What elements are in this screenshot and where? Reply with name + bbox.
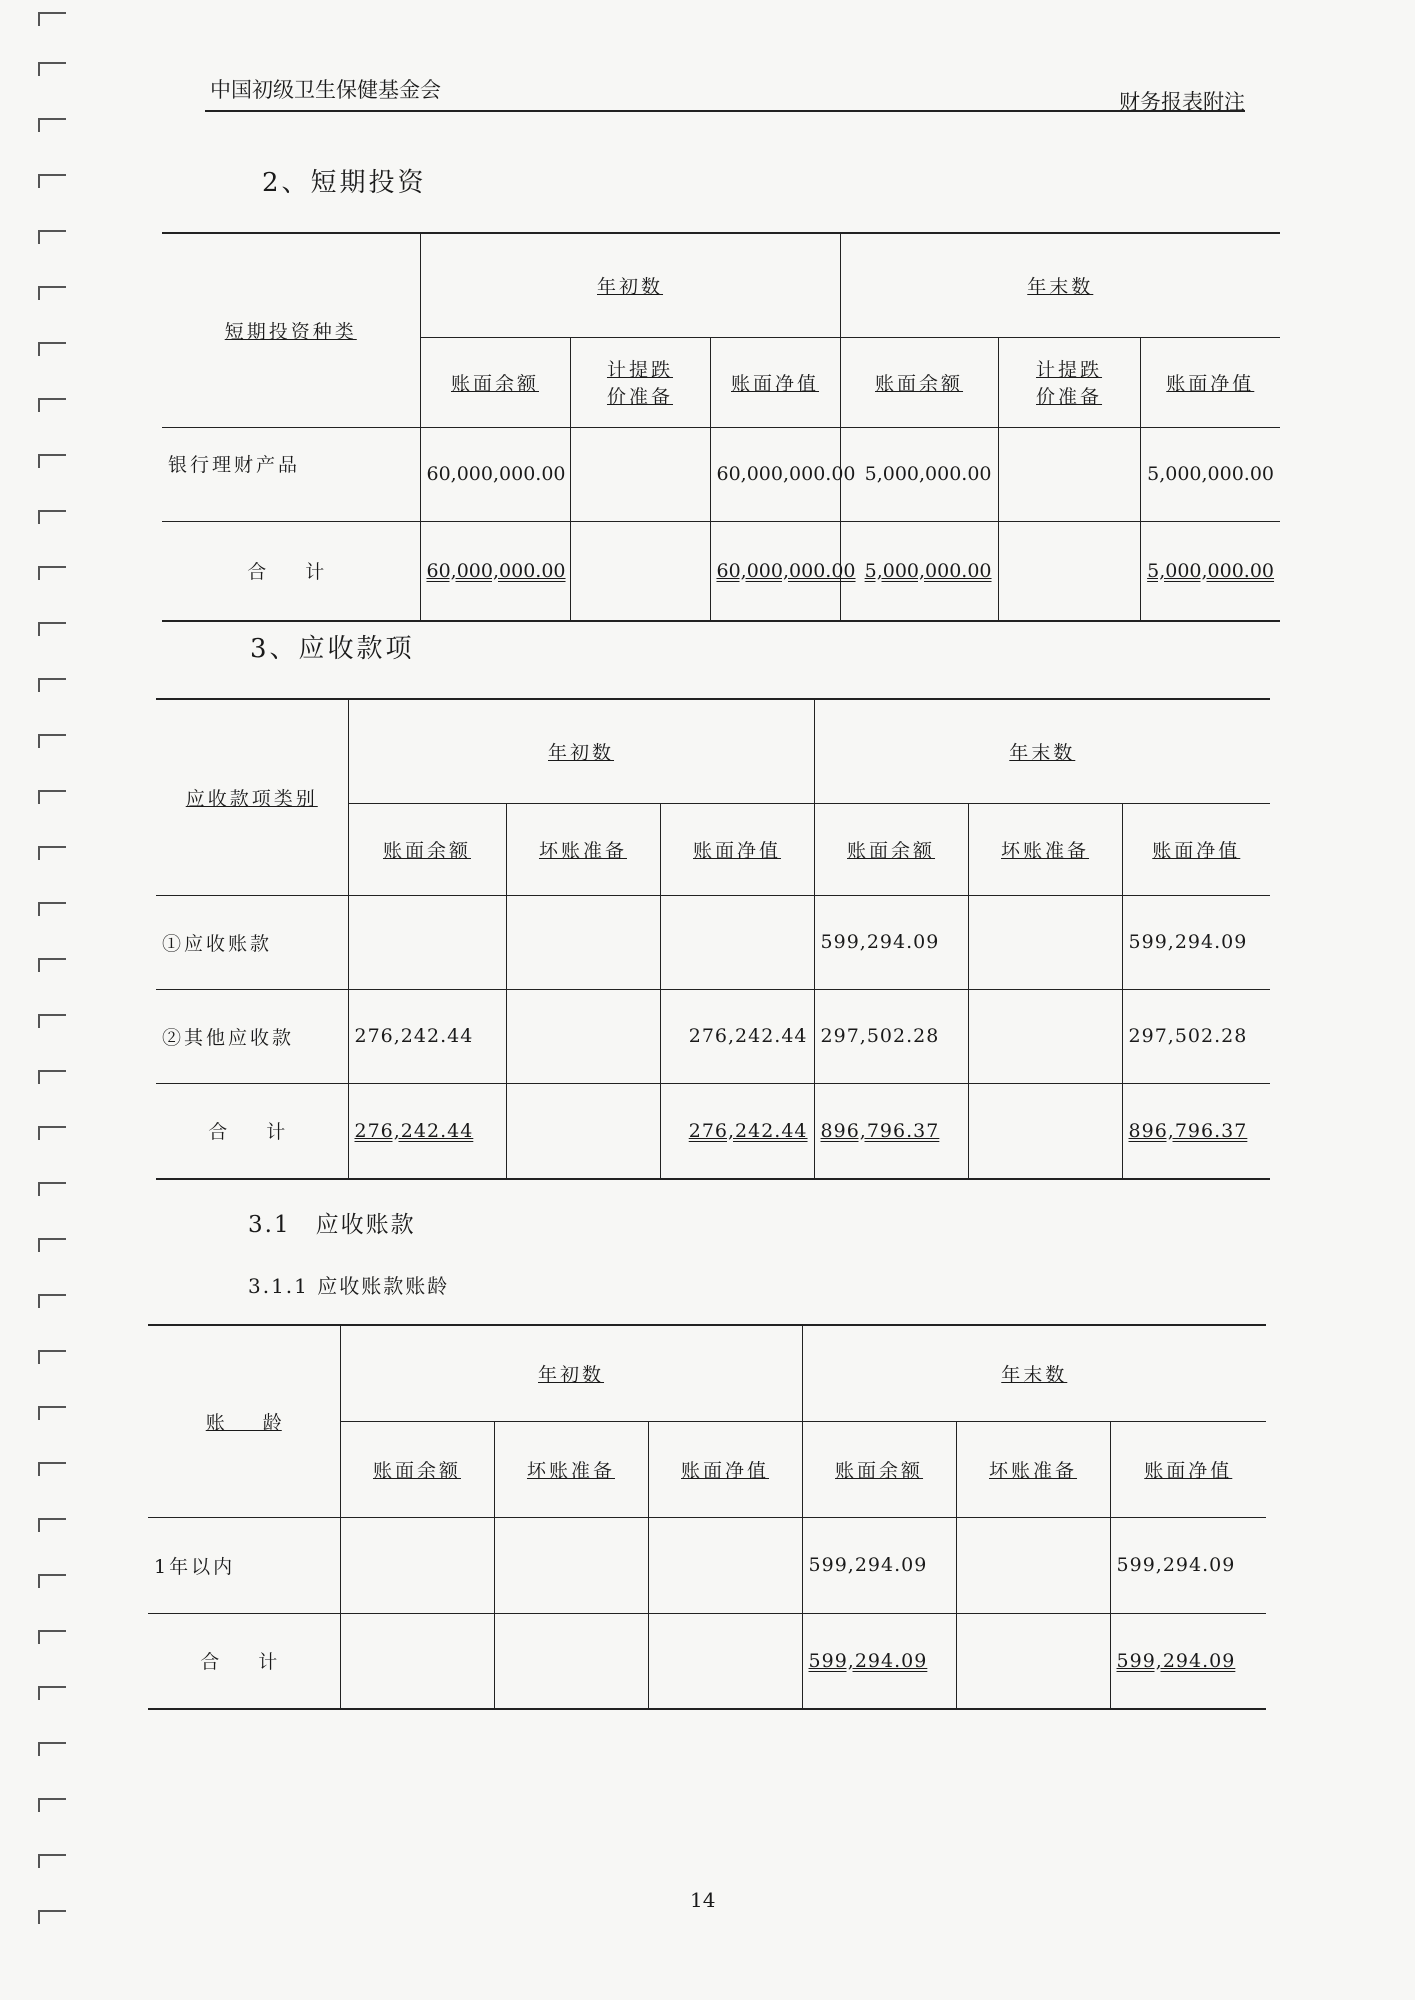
cell: 297,502.28 — [1122, 989, 1270, 1083]
table-row-total — [156, 1083, 1270, 1179]
cell: 60,000,000.00 — [420, 427, 570, 521]
cell: 5,000,000.00 — [840, 521, 998, 621]
cell: 599,294.09 — [1122, 895, 1270, 989]
group-end: 年末数 — [802, 1325, 1266, 1421]
cell: 297,502.28 — [814, 989, 968, 1083]
table-row — [148, 1517, 1266, 1613]
section31-title: 3.1 应收账款 — [248, 1212, 416, 1238]
row-header: 应收款项类别 — [156, 699, 348, 895]
section3-title: 3、应收款项 — [250, 634, 415, 664]
cell — [956, 1517, 1110, 1613]
row-header: 短期投资种类 — [162, 233, 420, 427]
row-label: 合 计 — [148, 1613, 340, 1709]
cell — [570, 427, 710, 521]
cell — [660, 895, 814, 989]
cell: 276,242.44 — [660, 1083, 814, 1179]
cell — [340, 1517, 494, 1613]
col-book-start: 账面余额 — [340, 1421, 494, 1517]
col-book-end: 账面余额 — [802, 1421, 956, 1517]
group-start: 年初数 — [348, 699, 814, 803]
cell — [968, 989, 1122, 1083]
cell: 276,242.44 — [660, 989, 814, 1083]
cell — [506, 895, 660, 989]
short-term-investment-table — [162, 232, 1280, 622]
cell: 599,294.09 — [802, 1517, 956, 1613]
table-row-total — [148, 1613, 1266, 1709]
col-net-end: 账面净值 — [1122, 803, 1270, 895]
header-rule — [205, 110, 1245, 112]
col-book-start: 账面余额 — [420, 337, 570, 427]
col-reserve-end: 计提跌 价准备 — [998, 337, 1140, 427]
cell: 5,000,000.00 — [1140, 521, 1280, 621]
group-end: 年末数 — [840, 233, 1280, 337]
cell: 599,294.09 — [814, 895, 968, 989]
col-book-end: 账面余额 — [840, 337, 998, 427]
cell: 896,796.37 — [1122, 1083, 1270, 1179]
cell — [998, 427, 1140, 521]
row-label: 合 计 — [162, 521, 420, 621]
binding-holes — [38, 0, 68, 2000]
cell — [956, 1613, 1110, 1709]
col-book-start: 账面余额 — [348, 803, 506, 895]
col-reserve-start: 坏账准备 — [494, 1421, 648, 1517]
group-start: 年初数 — [420, 233, 840, 337]
receivables-table — [156, 698, 1270, 1180]
cell — [506, 989, 660, 1083]
section311-title: 3.1.1 应收账款账龄 — [248, 1274, 450, 1298]
cell: 599,294.09 — [802, 1613, 956, 1709]
cell — [494, 1613, 648, 1709]
row-label: 1年以内 — [148, 1517, 340, 1613]
cell: 599,294.09 — [1110, 1613, 1266, 1709]
section2-title: 2、短期投资 — [262, 168, 427, 198]
table-row — [156, 895, 1270, 989]
cell: 5,000,000.00 — [840, 427, 998, 521]
cell: 5,000,000.00 — [1140, 427, 1280, 521]
cell: 276,242.44 — [348, 1083, 506, 1179]
col-reserve-end: 坏账准备 — [956, 1421, 1110, 1517]
cell: 60,000,000.00 — [420, 521, 570, 621]
row-label: 银行理财产品 — [162, 427, 420, 521]
cell — [648, 1613, 802, 1709]
cell — [570, 521, 710, 621]
cell: 896,796.37 — [814, 1083, 968, 1179]
row-label: 合 计 — [156, 1083, 348, 1179]
col-reserve-start: 坏账准备 — [506, 803, 660, 895]
cell — [340, 1613, 494, 1709]
cell: 60,000,000.00 — [710, 521, 840, 621]
group-end: 年末数 — [814, 699, 1270, 803]
table-row-total — [162, 521, 1280, 621]
col-reserve-end: 坏账准备 — [968, 803, 1122, 895]
cell — [494, 1517, 648, 1613]
col-net-start: 账面净值 — [660, 803, 814, 895]
cell — [648, 1517, 802, 1613]
cell — [968, 895, 1122, 989]
group-start: 年初数 — [340, 1325, 802, 1421]
cell — [968, 1083, 1122, 1179]
table-row — [162, 427, 1280, 521]
receivables-aging-table — [148, 1324, 1266, 1710]
col-net-start: 账面净值 — [710, 337, 840, 427]
col-net-end: 账面净值 — [1140, 337, 1280, 427]
cell — [348, 895, 506, 989]
col-net-end: 账面净值 — [1110, 1421, 1266, 1517]
header-doc-title: 财务报表附注 — [1119, 90, 1245, 114]
col-reserve-start: 计提跌 价准备 — [570, 337, 710, 427]
page-number: 14 — [690, 1888, 716, 1912]
cell: 276,242.44 — [348, 989, 506, 1083]
row-label: ②其他应收款 — [156, 989, 348, 1083]
col-book-end: 账面余额 — [814, 803, 968, 895]
row-label: ①应收账款 — [156, 895, 348, 989]
row-header: 账 龄 — [148, 1325, 340, 1517]
col-net-start: 账面净值 — [648, 1421, 802, 1517]
cell: 60,000,000.00 — [710, 427, 840, 521]
cell — [998, 521, 1140, 621]
header-org: 中国初级卫生保健基金会 — [210, 78, 441, 102]
table-row — [156, 989, 1270, 1083]
cell — [506, 1083, 660, 1179]
cell: 599,294.09 — [1110, 1517, 1266, 1613]
